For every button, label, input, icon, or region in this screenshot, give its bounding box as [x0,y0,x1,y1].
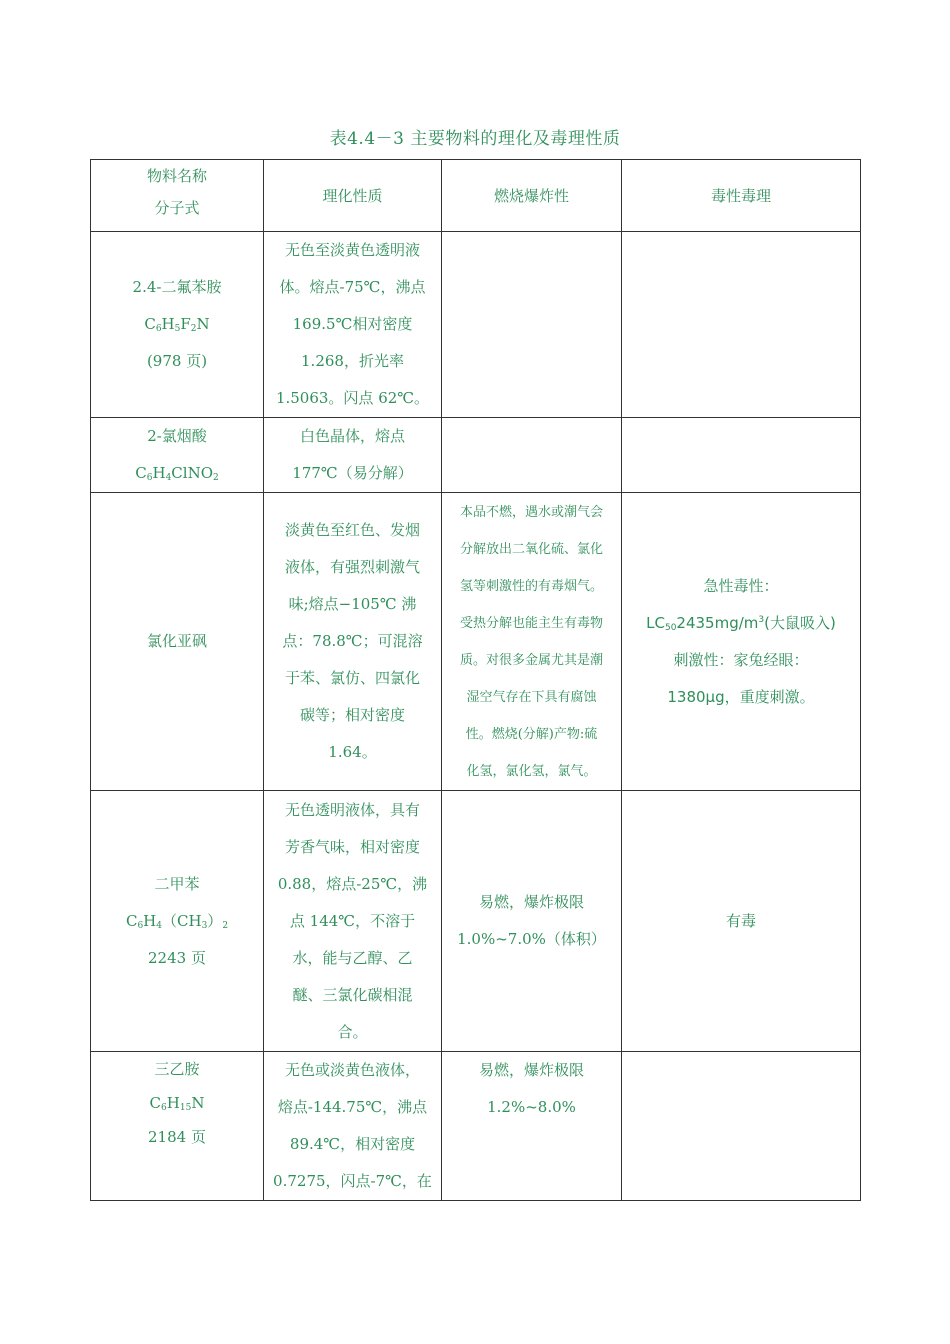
header-physchem: 理化性质 [264,160,442,232]
physchem-line: 0.7275，闪点-7℃，在 [273,1172,432,1190]
table-row [91,791,861,1052]
physchem-line: 碳等；相对密度 [299,706,405,724]
flammability-line: 1.0%~7.0%（体积） [457,930,606,948]
header-toxicity: 毒性毒理 [622,160,861,232]
material-page: (978 页) [146,352,208,370]
physchem-cell [264,493,442,791]
flammability-cell [442,418,622,493]
material-name: 氯化亚砜 [146,632,207,650]
material-cell [91,1052,264,1201]
flammability-line: 氢等刺激性的有毒烟气。 [459,578,603,594]
header-name-cell [91,160,264,232]
physchem-line: 1.268，折光率 [301,352,404,370]
physchem-line: 点：78.8℃；可混溶 [282,632,423,650]
toxicity-cell: 有毒 [622,791,861,1052]
physchem-cell [264,418,442,493]
toxicity-lc50: $LC_{50}2435mg/m^3$(大鼠吸入) [646,613,836,633]
material-formula: $C_6H_4(CH_3)_2$ [125,911,229,931]
physchem-cell [264,791,442,1052]
flammability-cell [442,232,622,418]
physchem-line: 0.88，熔点-25℃，沸 [277,874,428,893]
physchem-line: 液体，有强烈刺激气 [284,558,420,576]
flammability-line: 本品不燃，遇水或潮气会 [459,504,603,520]
table-row [91,1052,861,1201]
material-cell [91,232,264,418]
flammability-cell [442,791,622,1052]
material-name: 二甲苯 [154,874,200,893]
materials-table [90,159,861,1201]
physchem-line: 1.64。 [328,743,377,761]
table-caption: 表4.4－3 主要物料的理化及毒理性质 [329,129,621,149]
material-name: 2-氯烟酸 [147,427,207,445]
toxicity-cell [622,493,861,791]
physchem-line: 无色至淡黄色透明液 [284,241,420,259]
material-page: 2184 页 [148,1128,206,1146]
table-row [91,232,861,418]
material-cell [91,791,264,1052]
header-name: 物料名称 [146,167,207,185]
material-cell [91,418,264,493]
flammability-line: 1.2%~8.0% [487,1098,576,1116]
physchem-line: 点 144℃，不溶于 [289,911,416,930]
header-row [91,160,861,232]
header-formula: 分子式 [154,199,200,217]
material-formula: $C_6H_5F_2N$ [144,315,210,334]
toxicity-line: 1380μg，重度刺激。 [667,687,815,706]
flammability-cell [442,1052,622,1201]
physchem-line: 无色透明液体，具有 [284,800,420,819]
material-cell [91,493,264,791]
toxicity-line: 刺激性：家兔经眼： [673,650,809,669]
material-formula: $C_6H_{15}N$ [149,1094,205,1113]
physchem-cell [264,1052,442,1201]
toxicity-line: 急性毒性： [703,576,779,595]
flammability-cell [442,493,622,791]
physchem-line: 89.4℃，相对密度 [289,1135,416,1153]
toxicity-cell [622,232,861,418]
physchem-line: 白色晶体，熔点 [299,427,405,445]
flammability-line: 性。燃烧(分解)产物:硫 [465,726,598,742]
material-name: 三乙胺 [154,1060,200,1078]
physchem-line: 177℃（易分解） [292,464,413,482]
physchem-line: 1.5063。闪点 62℃。 [275,389,430,407]
flammability-line: 湿空气存在下具有腐蚀 [466,689,597,705]
physchem-line: 水，能与乙醇、乙 [292,948,413,967]
material-formula: $C_6H_4ClNO_2$ [135,464,219,483]
physchem-line: 于苯、氯仿、四氯化 [284,669,420,687]
table-row [91,418,861,493]
material-name: 2.4-二氟苯胺 [132,278,222,296]
physchem-line: 体。熔点-75℃，沸点 [279,278,426,296]
table-row [91,493,861,791]
physchem-line: 无色或淡黄色液体， [284,1061,420,1079]
physchem-line: 淡黄色至红色、发烟 [284,521,420,539]
flammability-line: 质。对很多金属尤其是潮 [459,652,603,668]
flammability-line: 易燃，爆炸极限 [478,893,584,911]
toxicity-cell [622,418,861,493]
material-page: 2243 页 [148,948,206,967]
flammability-line: 易燃，爆炸极限 [478,1061,584,1079]
physchem-line: 醚、三氯化碳相混 [292,985,413,1004]
flammability-line: 分解放出二氧化硫、氯化 [459,541,603,557]
physchem-line: 熔点-144.75℃，沸点 [277,1098,428,1116]
toxicity-cell [622,1052,861,1201]
physchem-line: 味;熔点−105℃ 沸 [288,595,417,613]
physchem-cell [264,232,442,418]
physchem-line: 169.5℃相对密度 [292,315,413,333]
physchem-line: 合。 [337,1022,368,1041]
flammability-line: 受热分解也能主生有毒物 [459,615,603,631]
header-flammability: 燃烧爆炸性 [442,160,622,232]
physchem-line: 芳香气味，相对密度 [284,837,420,856]
flammability-line: 化氢，氯化氢，氯气。 [466,763,597,779]
